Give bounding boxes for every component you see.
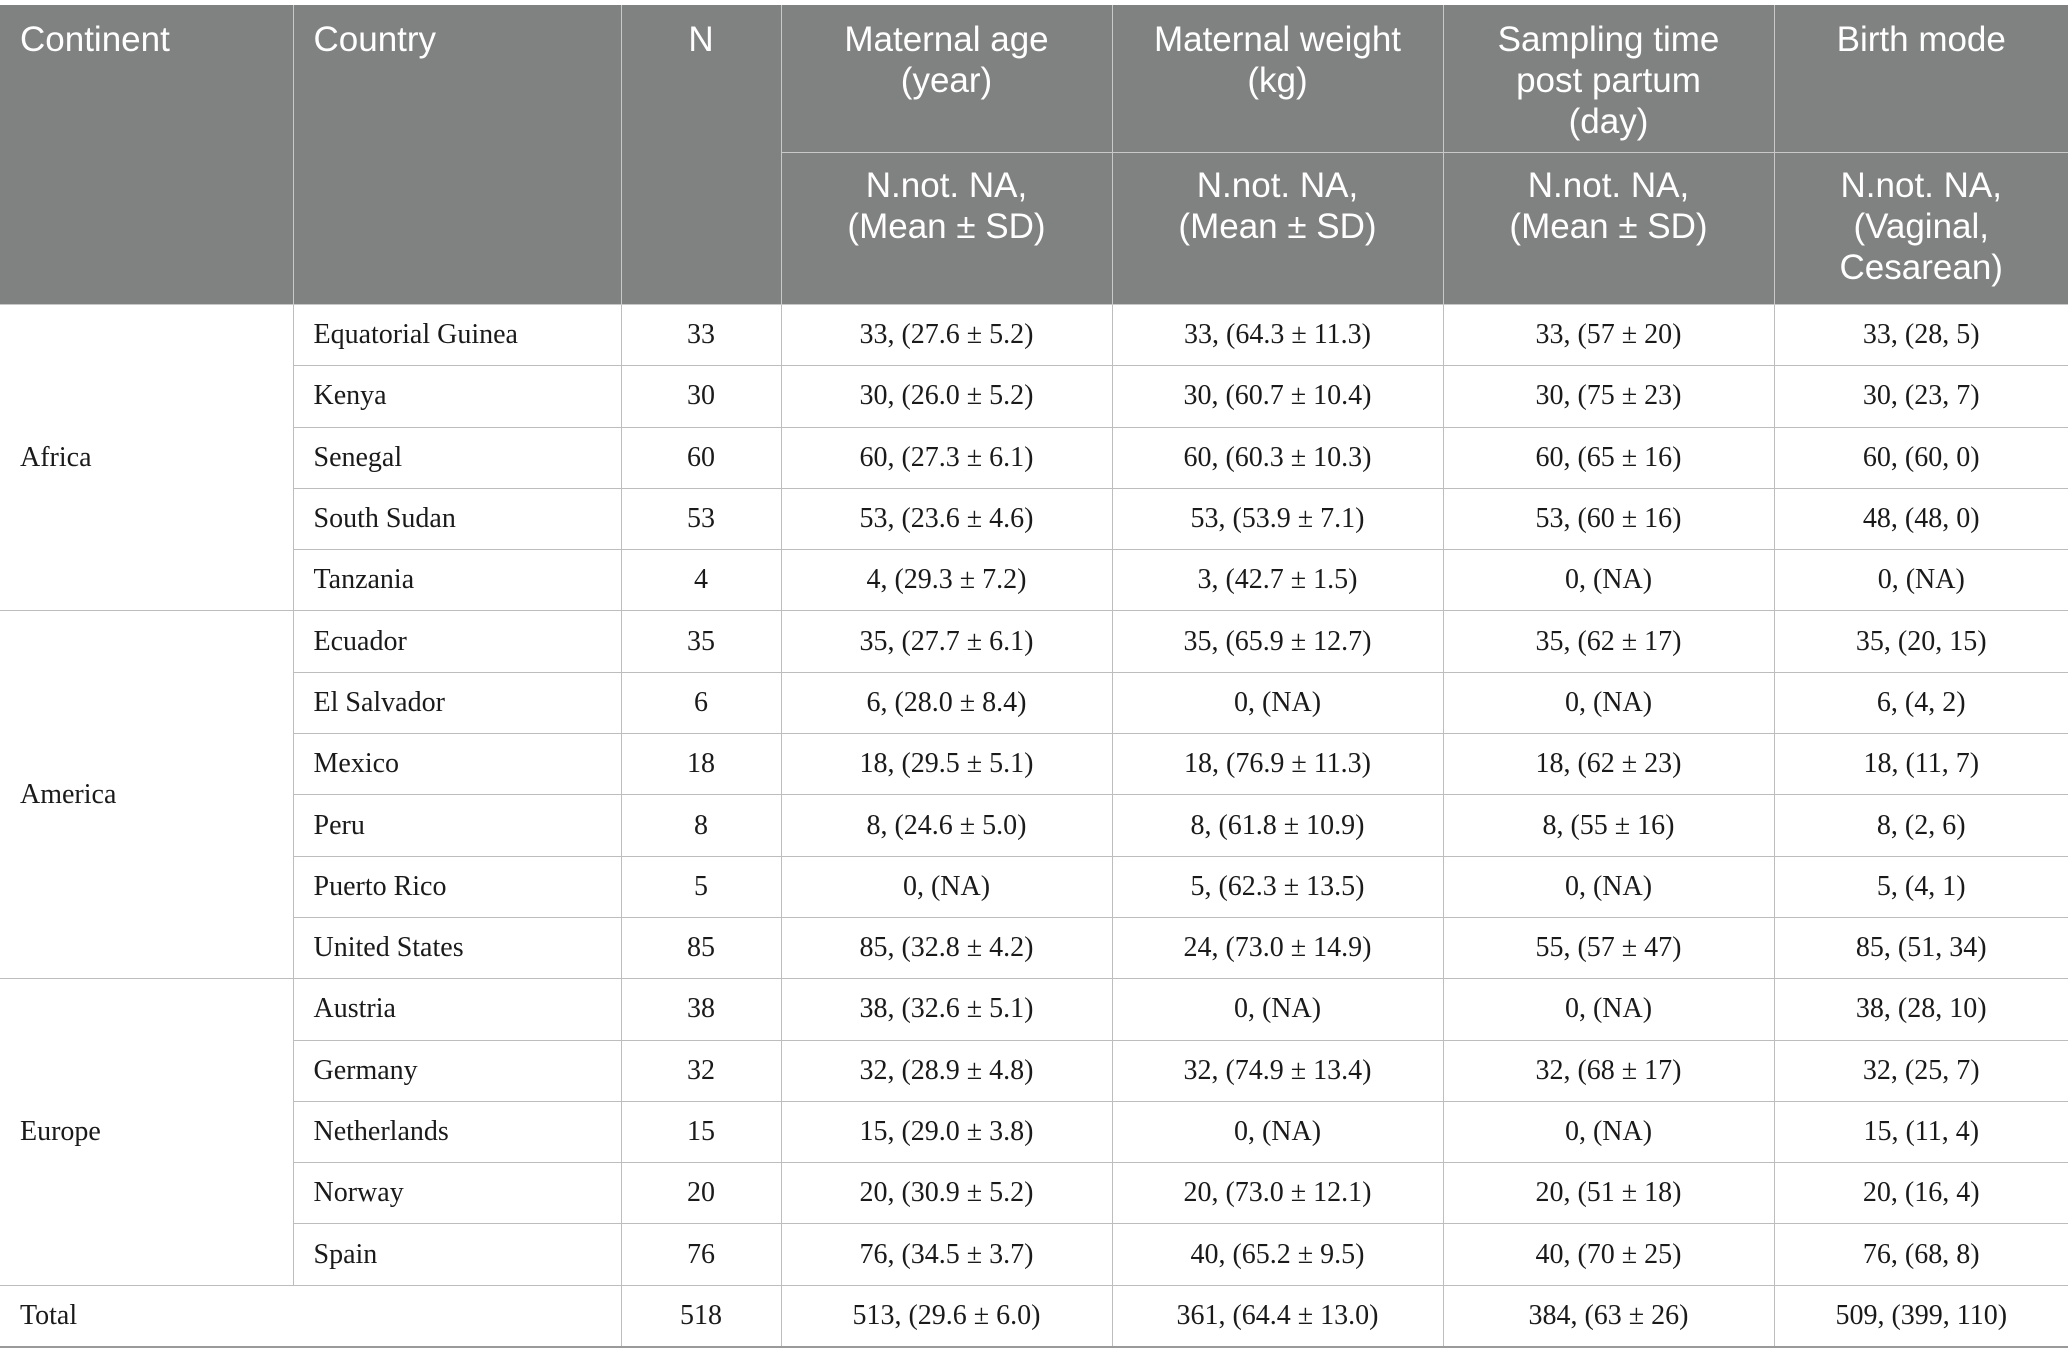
continent-cell: Africa	[0, 305, 293, 611]
header-maternal-age: Maternal age (year)	[781, 5, 1112, 153]
table-row	[0, 427, 2068, 488]
header-sampling-time: Sampling time post partum (day)	[1443, 5, 1774, 153]
sampling-time-cell: 0, (NA)	[1443, 550, 1774, 611]
n-cell: 33	[621, 305, 781, 366]
n-cell: 38	[621, 979, 781, 1040]
subheader-weight: N.not. NA, (Mean ± SD)	[1112, 153, 1443, 305]
header-country: Country	[293, 5, 621, 305]
maternal-weight-cell: 35, (65.9 ± 12.7)	[1112, 611, 1443, 672]
sampling-time-cell: 0, (NA)	[1443, 856, 1774, 917]
country-cell: Senegal	[293, 427, 621, 488]
maternal-weight-cell: 33, (64.3 ± 11.3)	[1112, 305, 1443, 366]
total-sampling: 384, (63 ± 26)	[1443, 1285, 1774, 1346]
maternal-age-cell: 20, (30.9 ± 5.2)	[781, 1163, 1112, 1224]
table-row	[0, 488, 2068, 549]
maternal-weight-cell: 0, (NA)	[1112, 1101, 1443, 1162]
n-cell: 5	[621, 856, 781, 917]
maternal-age-cell: 8, (24.6 ± 5.0)	[781, 795, 1112, 856]
header-n: N	[621, 5, 781, 305]
maternal-age-cell: 32, (28.9 ± 4.8)	[781, 1040, 1112, 1101]
header-maternal-weight: Maternal weight (kg)	[1112, 5, 1443, 153]
maternal-weight-cell: 8, (61.8 ± 10.9)	[1112, 795, 1443, 856]
n-cell: 15	[621, 1101, 781, 1162]
country-cell: Ecuador	[293, 611, 621, 672]
country-cell: Peru	[293, 795, 621, 856]
maternal-age-cell: 53, (23.6 ± 4.6)	[781, 488, 1112, 549]
table-row	[0, 672, 2068, 733]
maternal-age-cell: 60, (27.3 ± 6.1)	[781, 427, 1112, 488]
table-body	[0, 305, 2068, 1347]
subheader-birth: N.not. NA, (Vaginal, Cesarean)	[1774, 153, 2068, 305]
maternal-weight-cell: 40, (65.2 ± 9.5)	[1112, 1224, 1443, 1285]
maternal-weight-cell: 0, (NA)	[1112, 979, 1443, 1040]
sampling-time-cell: 40, (70 ± 25)	[1443, 1224, 1774, 1285]
table-row	[0, 734, 2068, 795]
sampling-time-cell: 0, (NA)	[1443, 979, 1774, 1040]
n-cell: 20	[621, 1163, 781, 1224]
birth-mode-cell: 60, (60, 0)	[1774, 427, 2068, 488]
maternal-age-cell: 15, (29.0 ± 3.8)	[781, 1101, 1112, 1162]
birth-mode-cell: 85, (51, 34)	[1774, 917, 2068, 978]
country-cell: Equatorial Guinea	[293, 305, 621, 366]
birth-mode-cell: 38, (28, 10)	[1774, 979, 2068, 1040]
country-cell: Tanzania	[293, 550, 621, 611]
n-cell: 30	[621, 366, 781, 427]
sampling-time-cell: 33, (57 ± 20)	[1443, 305, 1774, 366]
maternal-age-cell: 18, (29.5 ± 5.1)	[781, 734, 1112, 795]
sampling-time-cell: 35, (62 ± 17)	[1443, 611, 1774, 672]
maternal-weight-cell: 0, (NA)	[1112, 672, 1443, 733]
n-cell: 85	[621, 917, 781, 978]
maternal-weight-cell: 3, (42.7 ± 1.5)	[1112, 550, 1443, 611]
table-header	[0, 5, 2068, 305]
country-cell: Norway	[293, 1163, 621, 1224]
country-cell: South Sudan	[293, 488, 621, 549]
country-cell: United States	[293, 917, 621, 978]
maternal-weight-cell: 24, (73.0 ± 14.9)	[1112, 917, 1443, 978]
country-cell: Spain	[293, 1224, 621, 1285]
sampling-time-cell: 60, (65 ± 16)	[1443, 427, 1774, 488]
sampling-time-cell: 53, (60 ± 16)	[1443, 488, 1774, 549]
birth-mode-cell: 5, (4, 1)	[1774, 856, 2068, 917]
birth-mode-cell: 30, (23, 7)	[1774, 366, 2068, 427]
subheader-sampling: N.not. NA, (Mean ± SD)	[1443, 153, 1774, 305]
maternal-age-cell: 4, (29.3 ± 7.2)	[781, 550, 1112, 611]
birth-mode-cell: 6, (4, 2)	[1774, 672, 2068, 733]
country-cell: Kenya	[293, 366, 621, 427]
birth-mode-cell: 48, (48, 0)	[1774, 488, 2068, 549]
country-cell: Mexico	[293, 734, 621, 795]
n-cell: 6	[621, 672, 781, 733]
n-cell: 35	[621, 611, 781, 672]
birth-mode-cell: 32, (25, 7)	[1774, 1040, 2068, 1101]
birth-mode-cell: 8, (2, 6)	[1774, 795, 2068, 856]
sampling-time-cell: 0, (NA)	[1443, 1101, 1774, 1162]
maternal-weight-cell: 53, (53.9 ± 7.1)	[1112, 488, 1443, 549]
maternal-age-cell: 6, (28.0 ± 8.4)	[781, 672, 1112, 733]
total-age: 513, (29.6 ± 6.0)	[781, 1285, 1112, 1346]
sampling-time-cell: 0, (NA)	[1443, 672, 1774, 733]
data-table	[0, 5, 2068, 1348]
birth-mode-cell: 20, (16, 4)	[1774, 1163, 2068, 1224]
n-cell: 76	[621, 1224, 781, 1285]
table-row	[0, 979, 2068, 1040]
continent-cell: America	[0, 611, 293, 979]
maternal-age-cell: 35, (27.7 ± 6.1)	[781, 611, 1112, 672]
n-cell: 18	[621, 734, 781, 795]
maternal-weight-cell: 32, (74.9 ± 13.4)	[1112, 1040, 1443, 1101]
birth-mode-cell: 35, (20, 15)	[1774, 611, 2068, 672]
birth-mode-cell: 76, (68, 8)	[1774, 1224, 2068, 1285]
maternal-age-cell: 33, (27.6 ± 5.2)	[781, 305, 1112, 366]
table-row	[0, 550, 2068, 611]
total-n: 518	[621, 1285, 781, 1346]
country-cell: El Salvador	[293, 672, 621, 733]
table-row	[0, 795, 2068, 856]
total-row	[0, 1285, 2068, 1346]
sampling-time-cell: 30, (75 ± 23)	[1443, 366, 1774, 427]
maternal-weight-cell: 20, (73.0 ± 12.1)	[1112, 1163, 1443, 1224]
header-birth-mode: Birth mode	[1774, 5, 2068, 153]
birth-mode-cell: 18, (11, 7)	[1774, 734, 2068, 795]
country-cell: Netherlands	[293, 1101, 621, 1162]
sampling-time-cell: 55, (57 ± 47)	[1443, 917, 1774, 978]
maternal-age-cell: 30, (26.0 ± 5.2)	[781, 366, 1112, 427]
n-cell: 32	[621, 1040, 781, 1101]
table-row	[0, 1224, 2068, 1285]
maternal-weight-cell: 18, (76.9 ± 11.3)	[1112, 734, 1443, 795]
n-cell: 4	[621, 550, 781, 611]
maternal-age-cell: 85, (32.8 ± 4.2)	[781, 917, 1112, 978]
maternal-weight-cell: 5, (62.3 ± 13.5)	[1112, 856, 1443, 917]
birth-mode-cell: 33, (28, 5)	[1774, 305, 2068, 366]
n-cell: 60	[621, 427, 781, 488]
n-cell: 53	[621, 488, 781, 549]
table-row	[0, 366, 2068, 427]
table-row	[0, 1101, 2068, 1162]
table-row	[0, 1163, 2068, 1224]
sampling-time-cell: 20, (51 ± 18)	[1443, 1163, 1774, 1224]
n-cell: 8	[621, 795, 781, 856]
birth-mode-cell: 15, (11, 4)	[1774, 1101, 2068, 1162]
maternal-age-cell: 76, (34.5 ± 3.7)	[781, 1224, 1112, 1285]
country-cell: Austria	[293, 979, 621, 1040]
table-row	[0, 1040, 2068, 1101]
country-cell: Puerto Rico	[293, 856, 621, 917]
table-row	[0, 305, 2068, 366]
maternal-weight-cell: 30, (60.7 ± 10.4)	[1112, 366, 1443, 427]
continent-cell: Europe	[0, 979, 293, 1285]
subheader-age: N.not. NA, (Mean ± SD)	[781, 153, 1112, 305]
total-birth: 509, (399, 110)	[1774, 1285, 2068, 1346]
header-continent: Continent	[0, 5, 293, 305]
sampling-time-cell: 32, (68 ± 17)	[1443, 1040, 1774, 1101]
table-row	[0, 611, 2068, 672]
table-row	[0, 856, 2068, 917]
maternal-age-cell: 38, (32.6 ± 5.1)	[781, 979, 1112, 1040]
maternal-weight-cell: 60, (60.3 ± 10.3)	[1112, 427, 1443, 488]
maternal-age-cell: 0, (NA)	[781, 856, 1112, 917]
country-cell: Germany	[293, 1040, 621, 1101]
total-weight: 361, (64.4 ± 13.0)	[1112, 1285, 1443, 1346]
birth-mode-cell: 0, (NA)	[1774, 550, 2068, 611]
total-label: Total	[0, 1285, 621, 1346]
table-row	[0, 917, 2068, 978]
sampling-time-cell: 8, (55 ± 16)	[1443, 795, 1774, 856]
sampling-time-cell: 18, (62 ± 23)	[1443, 734, 1774, 795]
